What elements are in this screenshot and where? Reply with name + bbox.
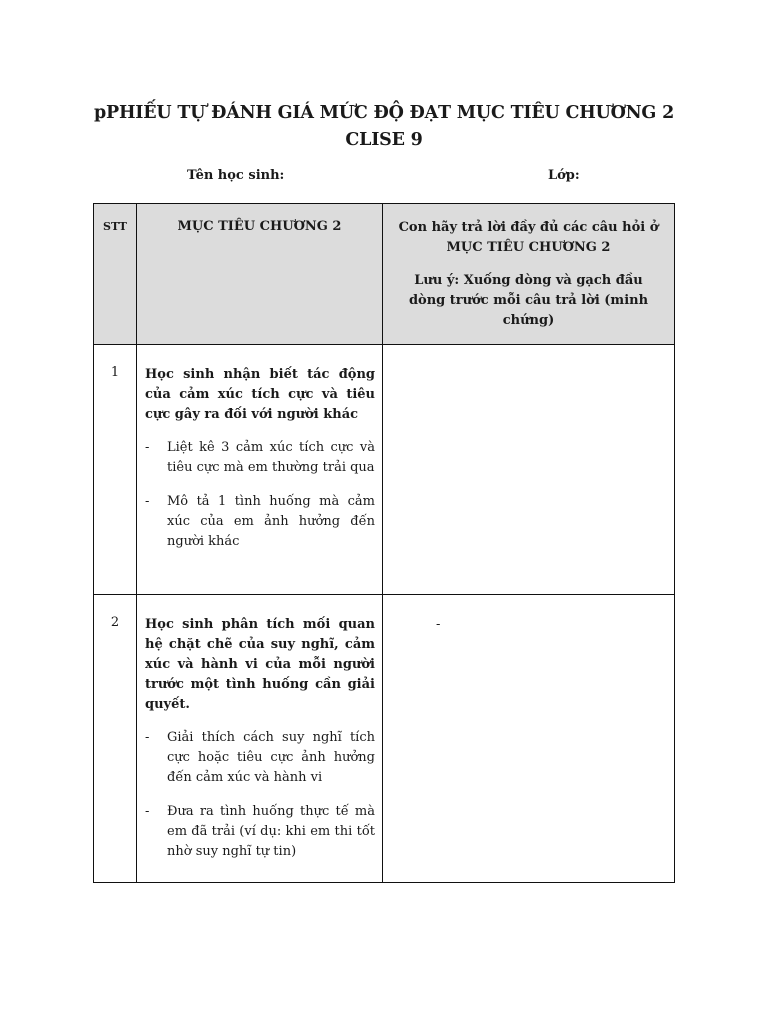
goal-text: Học sinh nhận biết tác động của cảm xúc tích cực và tiêu cực gây ra đối với người khác (145, 367, 375, 422)
header-answer-instruction: Con hãy trả lời đầy đủ các câu hỏi ở MỤC TIÊU CHƯƠNG 2 (398, 220, 659, 255)
title-line-2: CLISE 9 (345, 130, 423, 150)
table-row (94, 345, 675, 595)
answer-text: - (436, 617, 441, 632)
goal-text: Học sinh phân tích mối quan hệ chặt chẽ của suy nghĩ, cảm xúc và hành vi của mỗi người trước một tình huống cần giải quyết. (145, 617, 375, 712)
subitem-text: Liệt kê 3 cảm xúc tích cực và tiêu cực mà em thường trải qua (167, 440, 375, 475)
class-label: Lớp: (548, 168, 580, 183)
dash-bullet: - (145, 494, 150, 509)
list-item (145, 728, 375, 788)
goal-subitems (145, 438, 375, 552)
title-line-1: pPHIẾU TỰ ĐÁNH GIÁ MỨC ĐỘ ĐẠT MỤC TIÊU CHƯƠNG 2 (93, 103, 675, 123)
subitem-text: Giải thích cách suy nghĩ tích cực hoặc tiêu cực ảnh hưởng đến cảm xúc và hành vi (167, 730, 375, 785)
goal-cell (137, 345, 383, 595)
header-goal: MỤC TIÊU CHƯƠNG 2 (137, 204, 383, 345)
header-answer (383, 204, 675, 345)
page-title (60, 100, 708, 154)
row-number: 2 (94, 595, 137, 883)
answer-cell[interactable] (383, 595, 675, 883)
dash-bullet: - (145, 730, 150, 745)
list-item (145, 492, 375, 552)
dash-bullet: - (145, 804, 150, 819)
table-row (94, 595, 675, 883)
header-answer-note: Lưu ý: Xuống dòng và gạch đầu dòng trước mỗi câu trả lời (minh chứng) (408, 273, 649, 328)
row-number: 1 (94, 345, 137, 595)
dash-bullet: - (145, 440, 150, 455)
header-stt: STT (94, 204, 137, 345)
answer-cell[interactable] (383, 345, 675, 595)
goal-cell (137, 595, 383, 883)
goal-subitems (145, 728, 375, 862)
subitem-text: Đưa ra tình huống thực tế mà em đã trải (ví dụ: khi em thi tốt nhờ suy nghĩ tự tin) (167, 804, 375, 859)
list-item (145, 438, 375, 478)
student-name-label: Tên học sinh: (187, 168, 285, 183)
table-header-row (94, 204, 675, 345)
subitem-text: Mô tả 1 tình huống mà cảm xúc của em ảnh hưởng đến người khác (167, 494, 375, 549)
objectives-table (93, 203, 675, 883)
list-item (145, 802, 375, 862)
